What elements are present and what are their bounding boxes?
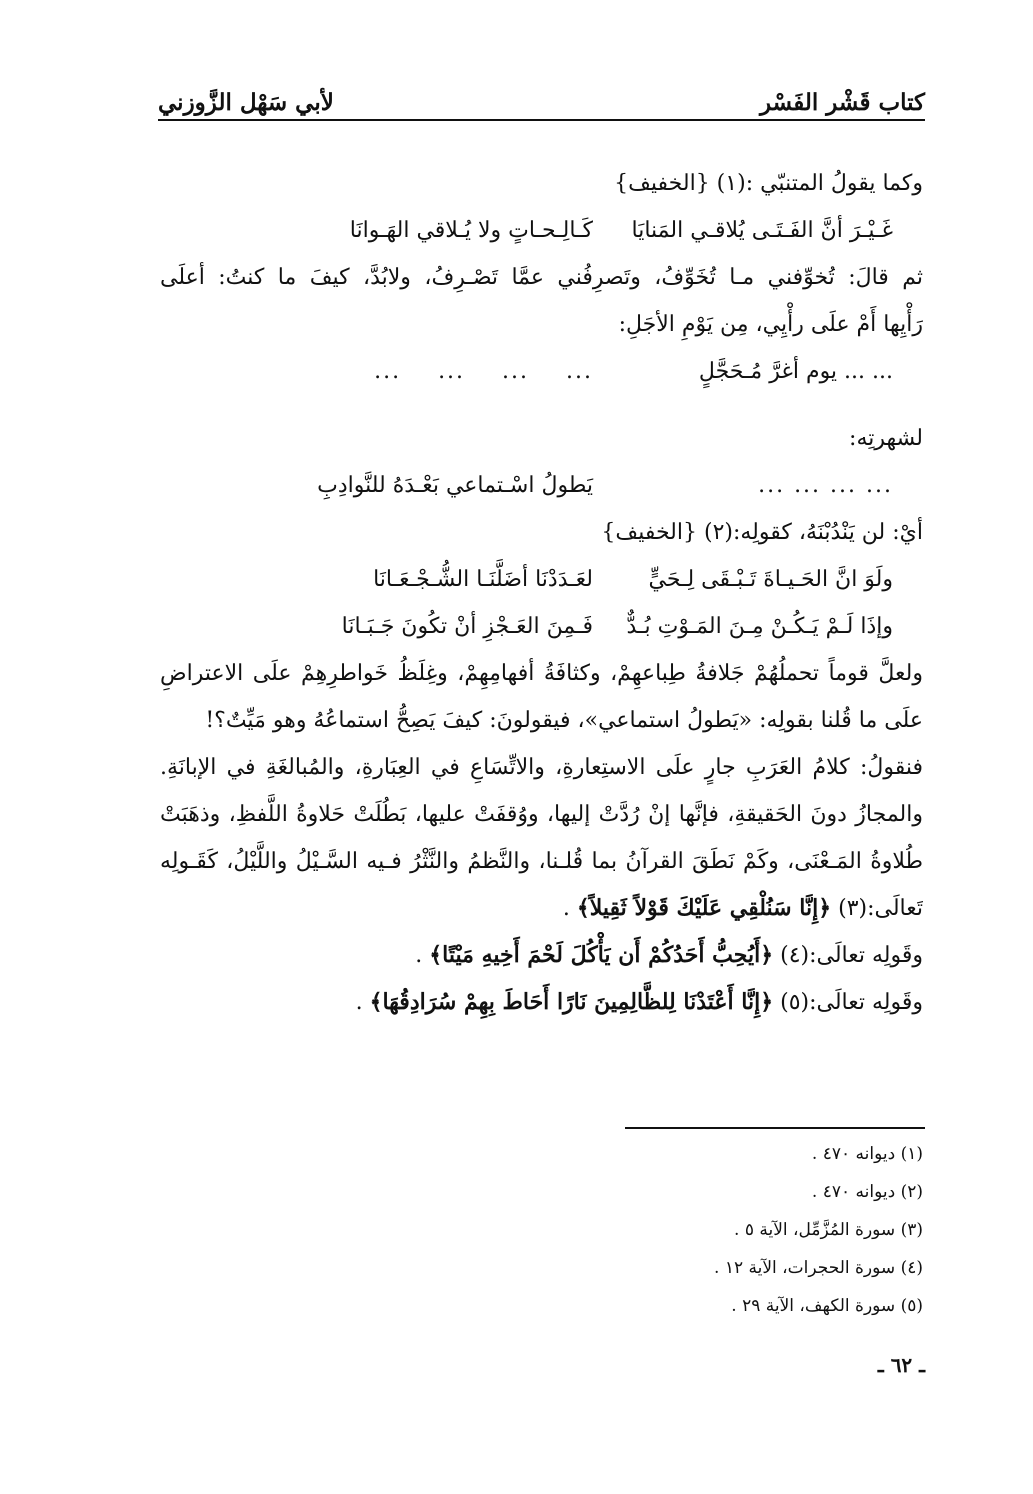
quran-verse: ﴿أَيُحِبُّ أَحَدُكُمْ أَن يَأْكُلَ لَحْمَ أَخِيهِ مَيْتًا﴾ — [429, 942, 774, 968]
paragraph-line — [160, 885, 923, 932]
paragraph-line: طُلاوةُ المَـعْنَى، وكَمْ نَطَقَ القرآنُ بما قُلـنا، والنَّظمُ والنَّثْرُ فـيه السَّـيْلُ واللَّيْلُ، كَقَـولِه — [160, 849, 923, 874]
verse-line — [160, 348, 923, 395]
verse-line — [160, 207, 923, 254]
verse-first-hemistich: ... ... يوم أغرَّ مُـحَجَّلٍ — [698, 359, 893, 384]
author-name: لأبي سَهْل الزَّوزني — [158, 89, 334, 116]
main-text — [160, 160, 923, 1026]
paragraph-line: ولعلَّ قوماً تحملُهُمْ جَلافةُ طِباعهِمْ، وكثافَةُ أفهامِهِمْ، وغِلَظُ خَواطرِهِمْ علَى الاعتراضِ — [160, 661, 923, 686]
quran-intro: وقَولِه تعالَى:(٤) — [773, 943, 923, 968]
verse-ellipsis: ... ... ... ... — [758, 473, 893, 498]
spacer — [160, 395, 923, 415]
footnotes — [714, 1135, 923, 1325]
verse-line — [160, 556, 923, 603]
punctuation: . — [562, 896, 577, 921]
paragraph-line: لشهرتِه: — [849, 426, 923, 451]
verse-second-hemistich: لعَـدَدْنَا أضَلَّنَـا الشُّـجْـعَـانَا — [373, 567, 593, 592]
verse-first-hemistich: ولَوَ انَّ الحَـيـاةَ تَـبْـقَى لِـحَيٍّ — [648, 567, 893, 592]
page-number: ـ ٦٢ ـ — [877, 1353, 925, 1377]
paragraph-line: ثم قالَ: تُخوِّفني مـا تُخَوِّفُ، وتَصرِفُني عمَّا تَصْـرِفُ، ولابُدَّ، كيفَ ما كنتُ: أعلَى — [160, 265, 923, 290]
verse-first-hemistich: وإذَا لَـمْ يَـكُـنْ مِـنَ المَـوْتِ بُـدٌّ — [626, 614, 893, 639]
quran-verse: ﴿إِنَّا سَنُلْقِي عَلَيْكَ قَوْلاً ثَقِيلاً﴾ — [576, 895, 832, 921]
verse-second-hemistich: كَـالِـحـاتٍ ولا يُـلاقي الهَـوانَا — [349, 218, 593, 243]
verse-ellipsis: ... ... ... ... — [374, 359, 593, 384]
verse-second-hemistich: يَطولُ اسْـتماعي بَعْـدَهُ للنَّوادِبِ — [317, 473, 593, 498]
footnote: (٣) سورة المُزَّمِّل، الآية ٥ . — [734, 1220, 923, 1240]
quran-intro: تَعالَى:(٣) — [831, 896, 923, 921]
quran-verse: ﴿إِنَّا أَعْتَدْنَا لِلظَّالِمِينَ نَارًا أَحَاطَ بِهِمْ سُرَادِقُهَا﴾ — [369, 989, 774, 1015]
footnote-rule — [625, 1127, 925, 1129]
verse-second-hemistich: فَـمِنَ العَـجْزِ أنْ تكُونَ جَـبَـانَا — [341, 614, 593, 639]
punctuation: . — [355, 990, 370, 1015]
verse-intro: أيْ: لن يَنْدُبْنَهُ، كقولِه:(٢) {الخفيف} — [601, 520, 923, 545]
paragraph-line: والمجازُ دونَ الحَقيقةِ، فإنَّها إنْ رُدَّتْ إليها، ووُقفَتْ عليها، بَطُلَتْ حَلاوةُ اللَّفظِ، وذهَبَتْ — [160, 802, 923, 827]
verse-line — [160, 603, 923, 650]
header-rule — [158, 119, 925, 121]
footnote: (٢) ديوانه ٤٧٠ . — [811, 1182, 923, 1202]
quran-intro: وقَولِه تعالَى:(٥) — [773, 990, 923, 1015]
paragraph-line: فنقولُ: كلامُ العَرَبِ جارٍ علَى الاستِعارةِ، والاتِّسَاعِ في العِبَارةِ، والمُبالغَةِ في الإبانَةِ. — [160, 755, 923, 780]
paragraph-line — [160, 979, 923, 1026]
verse-intro: وكما يقولُ المتنبّي :(١) {الخفيف} — [614, 171, 923, 196]
footnote: (١) ديوانه ٤٧٠ . — [811, 1144, 923, 1164]
paragraph-line — [160, 932, 923, 979]
footnote: (٥) سورة الكهف، الآية ٢٩ . — [731, 1296, 923, 1316]
verse-line — [160, 462, 923, 509]
book-title: كتاب قَشْر الفَسْر — [759, 89, 925, 116]
running-header — [158, 76, 925, 116]
verse-first-hemistich: غَـيْـرَ أنَّ الفَـتَـى يُلاقـي المَنايَا — [631, 218, 893, 243]
footnote: (٤) سورة الحجرات، الآية ١٢ . — [714, 1258, 923, 1278]
paragraph-line: رَأْيِها أَمْ علَى رأْيِي، مِن يَوْمِ الأجَلِ: — [618, 312, 923, 337]
paragraph-line: علَى ما قُلنا بقولِه: «يَطولُ استماعي»، فيقولونَ: كيفَ يَصِحُّ استماعُهُ وهو مَيِّتٌ؟! — [205, 708, 923, 733]
punctuation: . — [415, 943, 430, 968]
